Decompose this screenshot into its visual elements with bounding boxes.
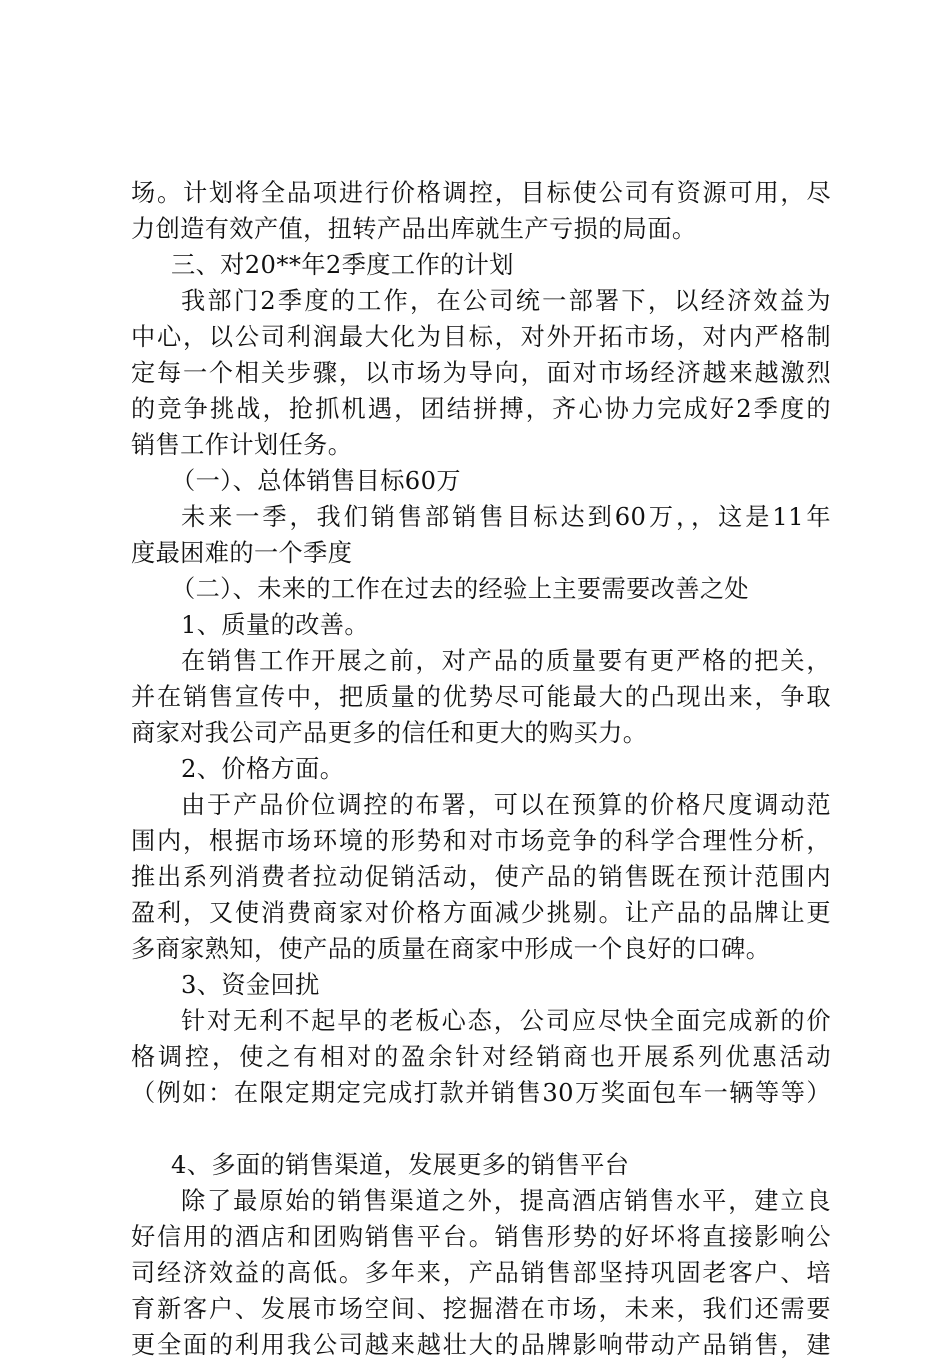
paragraph-line: 由于产品价位调控的布署，可以在预算的价格尺度调动范 (181, 791, 831, 819)
paragraph-line: 推出系列消费者拉动促销活动，使产品的销售既在预计范围内 (131, 863, 831, 891)
paragraph-line: 商家对我公司产品更多的信任和更大的购买力。 (131, 719, 648, 747)
paragraph-line: 多商家熟知，使产品的质量在商家中形成一个良好的口碑。 (131, 935, 771, 963)
paragraph-line: 销售工作计划任务。 (131, 431, 353, 459)
paragraph-line: （例如：在限定期定完成打款并销售30万奖面包车一辆等等） (131, 1079, 831, 1107)
paragraph-line: 我部门2季度的工作，在公司统一部署下，以经济效益为 (181, 287, 831, 315)
item-heading: 1、质量的改善。 (181, 611, 369, 639)
paragraph-line: 定每一个相关步骤，以市场为导向，面对市场经济越来越激烈 (131, 359, 831, 387)
paragraph-line: 度最困难的一个季度 (131, 539, 353, 567)
paragraph-line: 场。计划将全品项进行价格调控，目标使公司有资源可用，尽 (131, 179, 831, 207)
paragraph-line: 未来一季，我们销售部销售目标达到60万，，这是11年 (181, 503, 831, 531)
paragraph-line: 围内，根据市场环境的形势和对市场竞争的科学合理性分析， (131, 827, 831, 855)
paragraph-line: 的竞争挑战，抢抓机遇，团结拼搏，齐心协力完成好2季度的 (131, 395, 831, 423)
paragraph-line: 更全面的利用我公司越来越壮大的品牌影响带动产品销售，建 (131, 1331, 831, 1359)
subsection-heading: （二）、未来的工作在过去的经验上主要需要改善之处 (171, 575, 750, 603)
paragraph-line: 在销售工作开展之前，对产品的质量要有更严格的把关， (181, 647, 831, 675)
paragraph-line: 格调控，使之有相对的盈余针对经销商也开展系列优惠活动 (131, 1043, 831, 1071)
paragraph-line: 力创造有效产值，扭转产品出库就生产亏损的局面。 (131, 215, 697, 243)
paragraph-line: 好信用的酒店和团购销售平台。销售形势的好坏将直接影响公 (131, 1223, 831, 1251)
section-heading: 三、对20**年2季度工作的计划 (171, 251, 514, 279)
paragraph-line: 中心，以公司利润最大化为目标，对外开拓市场，对内严格制 (131, 323, 831, 351)
item-heading: 3、资金回扰 (181, 971, 320, 999)
paragraph-line: 司经济效益的高低。多年来，产品销售部坚持巩固老客户、培 (131, 1259, 831, 1287)
paragraph-line: 盈利，又使消费商家对价格方面减少挑剔。让产品的品牌让更 (131, 899, 831, 927)
subsection-heading: （一）、总体销售目标60万 (171, 467, 461, 495)
paragraph-line: 除了最原始的销售渠道之外，提高酒店销售水平，建立良 (181, 1187, 831, 1215)
paragraph-line: 并在销售宣传中，把质量的优势尽可能最大的凸现出来，争取 (131, 683, 831, 711)
paragraph-line: 育新客户、发展市场空间、挖掘潜在市场，未来，我们还需要 (131, 1295, 831, 1323)
item-heading: 4、多面的销售渠道，发展更多的销售平台 (171, 1151, 630, 1179)
paragraph-line: 针对无利不起早的老板心态，公司应尽快全面完成新的价 (181, 1007, 831, 1035)
item-heading: 2、价格方面。 (181, 755, 345, 783)
